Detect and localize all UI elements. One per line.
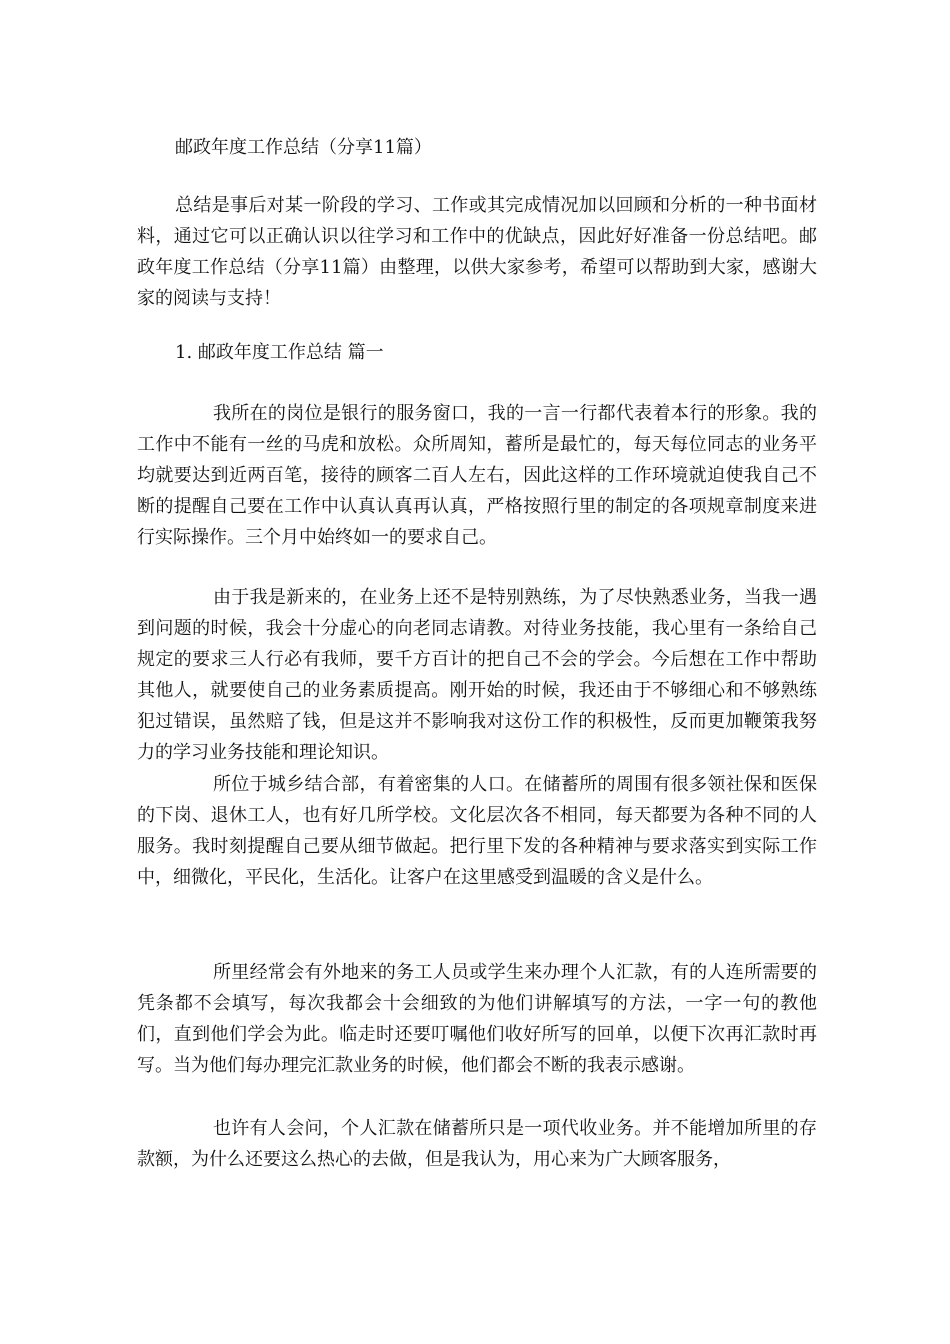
body-paragraph-4: 所里经常会有外地来的务工人员或学生来办理个人汇款，有的人连所需要的凭条都不会填写，每次我都会十会细致的为他们讲解填写的方法，一字一句的教他们，直到他们学会为此。临走时还要叮嘱他们收好所写的回单，以便下次再汇款时再写。当为他们每办理完汇款业务的时候，他们都会不断的我表示感谢。 — [137, 962, 817, 1076]
body-paragraph-3: 所位于城乡结合部，有着密集的人口。在储蓄所的周围有很多领社保和医保的下岗、退休工人，也有好几所学校。文化层次各不相同，每天都要为各种不同的人服务。我时刻提醒自己要从细节做起。把行里下发的各种精神与要求落实到实际工作中，细微化，平民化，生活化。让客户在这里感受到温暖的含义是什么。 — [137, 774, 817, 888]
document-title: 邮政年度工作总结（分享11篇） — [175, 137, 432, 158]
body-paragraph-5: 也许有人会问，个人汇款在储蓄所只是一项代收业务。并不能增加所里的存款额，为什么还要这么热心的去做，但是我认为，用心来为广大顾客服务， — [137, 1118, 817, 1170]
section-heading: 1. 邮政年度工作总结 篇一 — [175, 342, 384, 363]
body-paragraph-2: 由于我是新来的，在业务上还不是特别熟练，为了尽快熟悉业务，当我一遇到问题的时候，我会十分虚心的向老同志请教。对待业务技能，我心里有一条给自己规定的要求三人行必有我师，要千方百计的把自己不会的学会。今后想在工作中帮助其他人，就要使自己的业务素质提高。刚开始的时候，我还由于不够细心和不够熟练犯过错误，虽然赔了钱，但是这并不影响我对这份工作的积极性，反而更加鞭策我努力的学习业务技能和理论知识。 — [137, 587, 817, 763]
intro-paragraph: 总结是事后对某一阶段的学习、工作或其完成情况加以回顾和分析的一种书面材料，通过它可以正确认识以往学习和工作中的优缺点，因此好好准备一份总结吧。邮政年度工作总结（分享11篇）由整理，以供大家参考，希望可以帮助到大家，感谢大家的阅读与支持！ — [137, 195, 817, 309]
body-paragraph-1: 我所在的岗位是银行的服务窗口，我的一言一行都代表着本行的形象。我的工作中不能有一丝的马虎和放松。众所周知，蓄所是最忙的，每天每位同志的业务平均就要达到近两百笔，接待的顾客二百人左右，因此这样的工作环境就迫使我自己不断的提醒自己要在工作中认真认真再认真，严格按照行里的制定的各项规章制度来进行实际操作。三个月中始终如一的要求自己。 — [137, 403, 817, 548]
